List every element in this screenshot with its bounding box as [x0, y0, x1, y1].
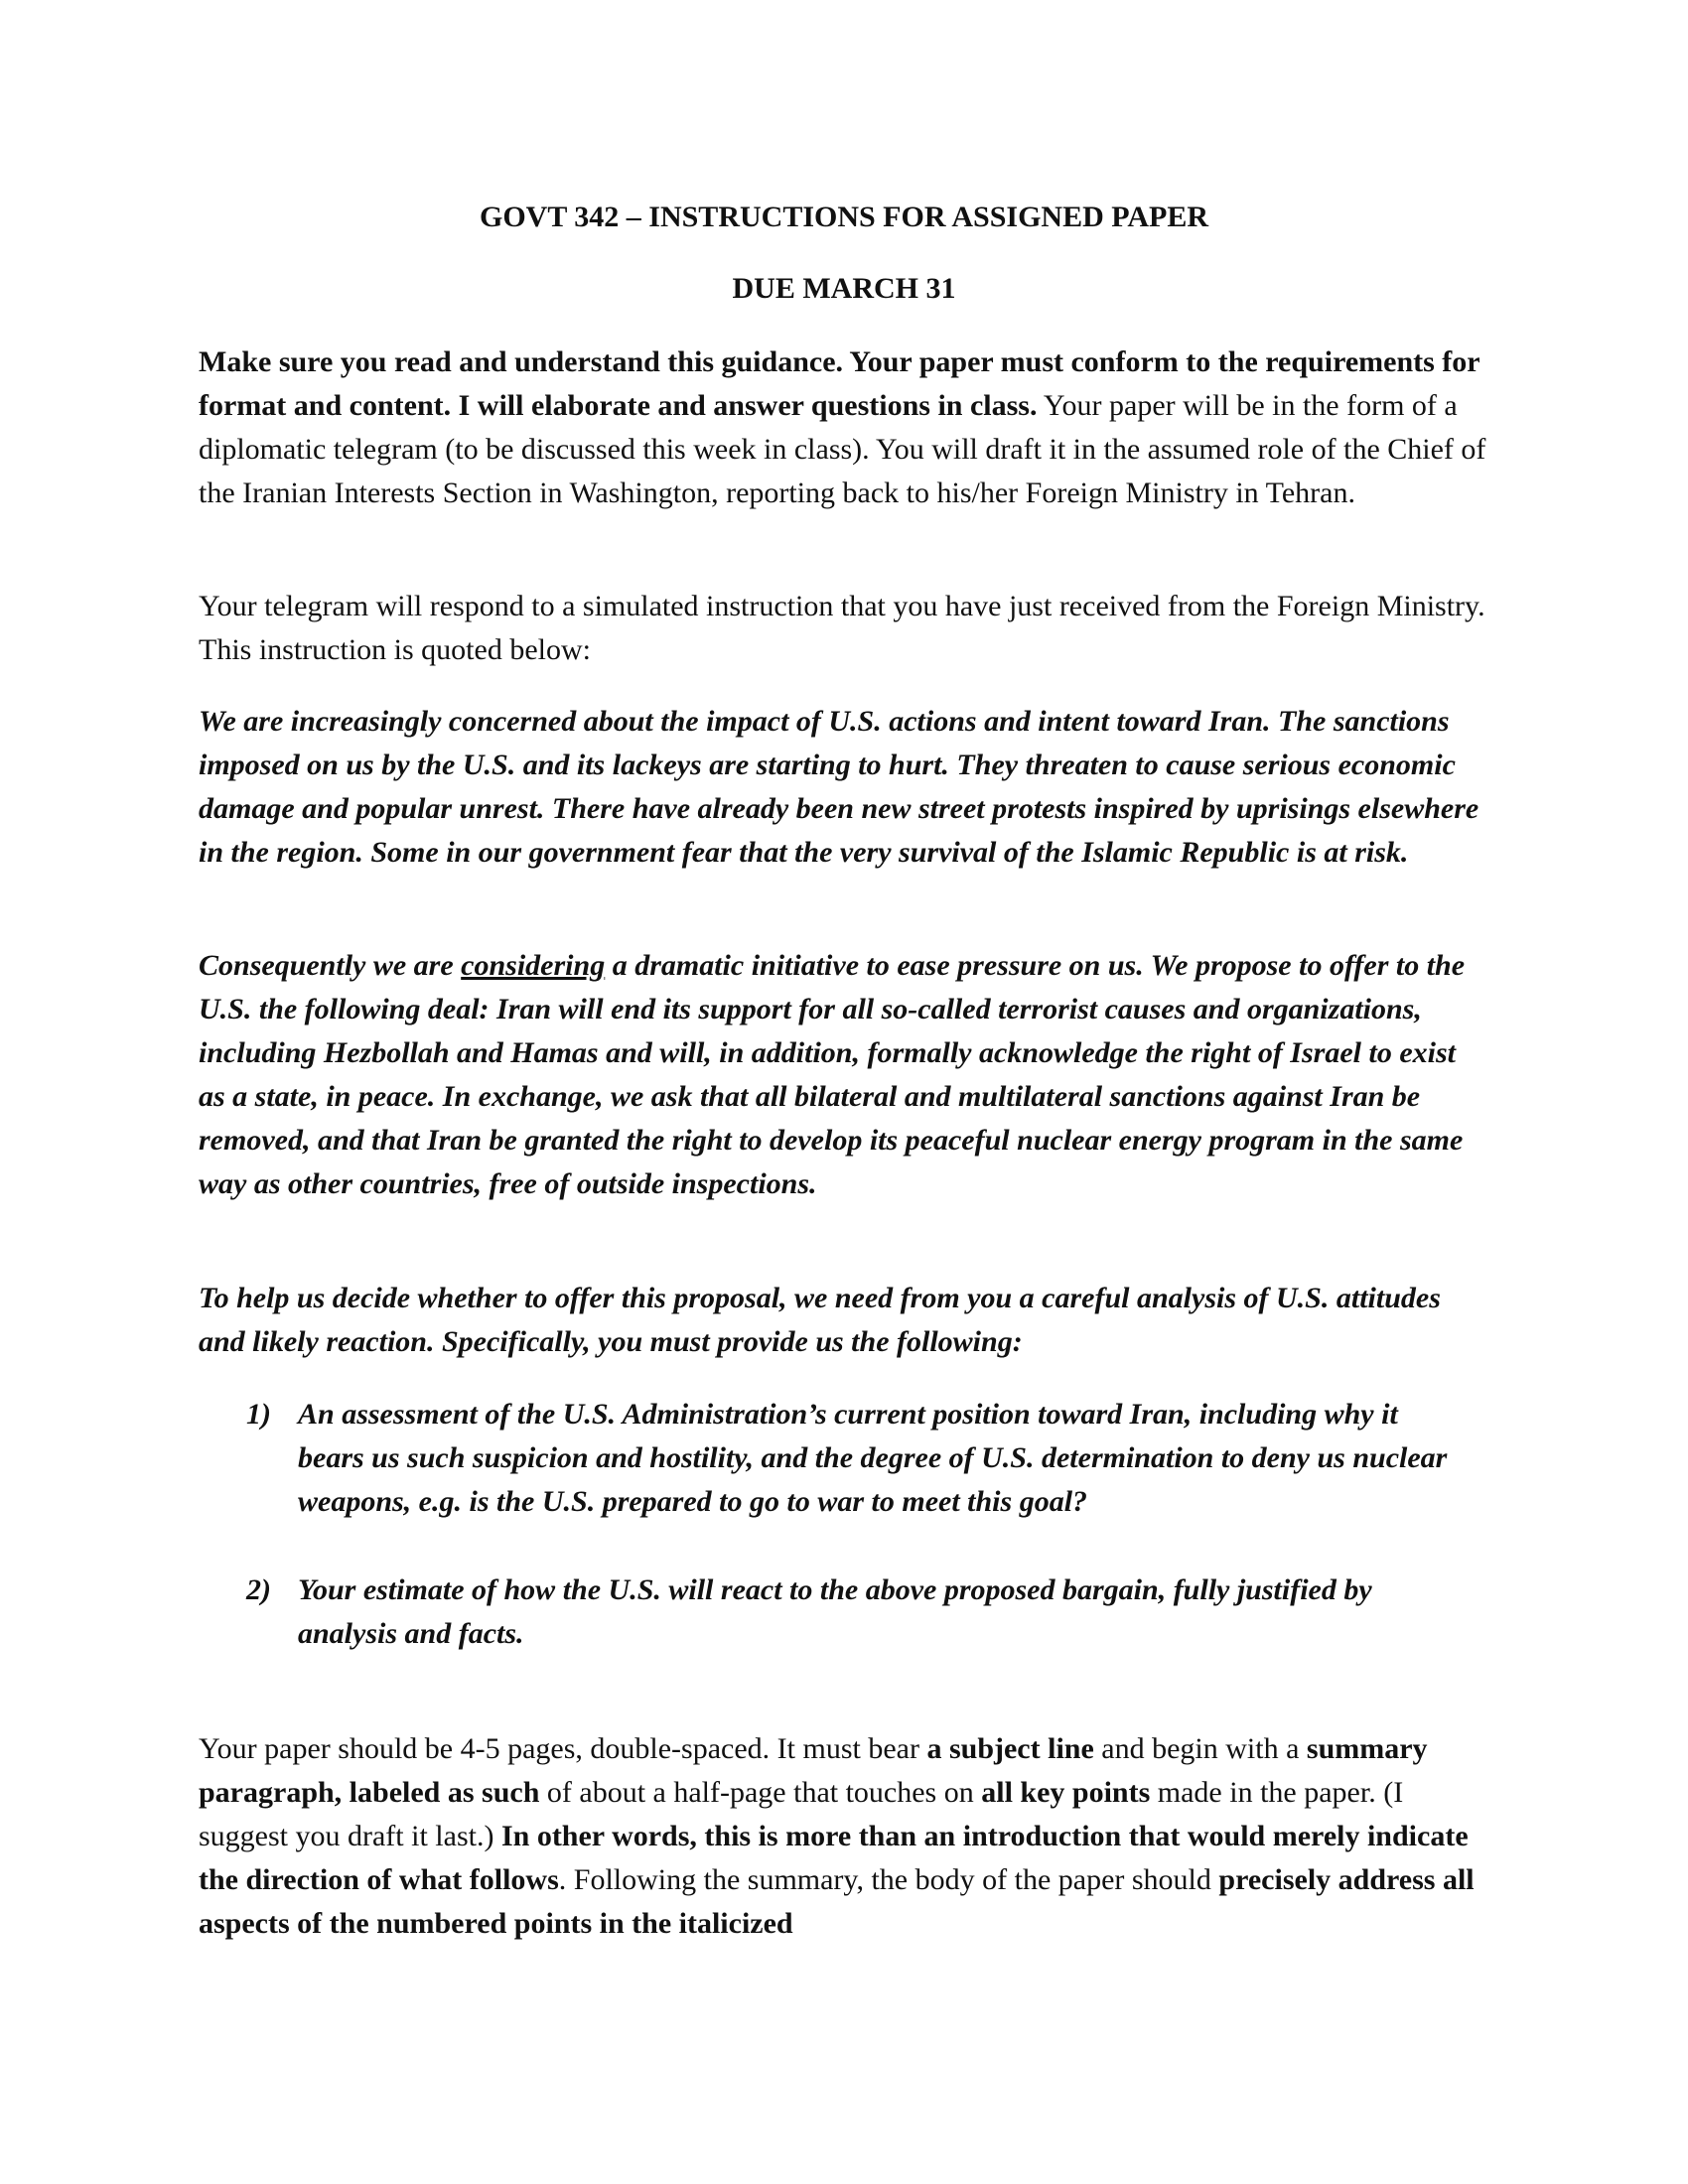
quote-paragraph-3: To help us decide whether to offer this proposal, we need from you a careful analysis of U.S. attitudes and likely reaction. Specifically, you must provide us the following: — [199, 1282, 1441, 1358]
format-requirements-paragraph — [199, 1727, 1489, 1946]
intro-bold-lead: Make sure you read and understand this guidance. Your paper must conform to the requirements for format and content. I will elaborate and answer questions in class. — [199, 345, 1480, 422]
telegram-instruction-paragraph: Your telegram will respond to a simulated instruction that you have just received from the Foreign Ministry. This instruction is quoted below: — [199, 590, 1485, 666]
intro-paragraph — [199, 341, 1489, 515]
final-text-4: made in the paper. (I suggest you draft it last.) — [199, 1776, 1404, 1852]
list-item-number: 2) — [246, 1573, 271, 1606]
list-item-text: An assessment of the U.S. Administration’s current position toward Iran, including why it bears us such suspicion and hostility, and the degree of U.S. determination to deny us nuclear weapons, e.g. is the U.S. prepared to go to war to meet this goal? — [298, 1398, 1448, 1518]
final-text-2: and begin with a — [1093, 1732, 1307, 1765]
quote-paragraph-2 — [199, 944, 1489, 1206]
due-date: DUE MARCH 31 — [732, 272, 956, 305]
quote2-underlined: considering — [461, 949, 606, 982]
quote2-post: a dramatic initiative to ease pressure on us. We propose to offer to the U.S. the following deal: Iran will end its support for all so-called terrorist causes and organizations, including Hezbollah and Hamas and will, in addition, formally acknowledge the right of Israel to exist as a state, in peace. In exchange, we ask that all bilateral and multilateral sanctions against Iran be removed, and that Iran be granted the right to develop its peaceful nuclear energy program in the same way as other countries, free of outside inspections. — [199, 949, 1466, 1200]
quote-paragraph-1: We are increasingly concerned about the impact of U.S. actions and intent toward Iran. The sanctions imposed on us by the U.S. and its lackeys are starting to hurt. They threaten to cause serious economic damage and popular unrest. There have already been new street protests inspired by uprisings elsewhere in the region. Some in our government fear that the very survival of the Islamic Republic is at risk. — [199, 705, 1479, 869]
final-text-1: Your paper should be 4-5 pages, double-spaced. It must bear — [199, 1732, 927, 1765]
list-item-text: Your estimate of how the U.S. will react to the above proposed bargain, fully justified by analysis and facts. — [298, 1573, 1372, 1650]
subject-line-emphasis: a subject line — [926, 1732, 1094, 1765]
key-points-emphasis: all key points — [981, 1776, 1151, 1809]
final-text-5: . Following the summary, the body of the paper should — [558, 1863, 1219, 1896]
summary-paragraph-emphasis: summary paragraph, labeled as such — [199, 1732, 1428, 1809]
quote2-pre: Consequently we are — [199, 949, 462, 982]
intro-rest: Your paper will be in the form of a diplomatic telegram (to be discussed this week in class). You will draft it in the assumed role of the Chief of the Iranian Interests Section in Washington, reporting back to his/her Foreign Ministry in Tehran. — [199, 389, 1486, 509]
list-item — [246, 1393, 1468, 1524]
document-title: GOVT 342 – INSTRUCTIONS FOR ASSIGNED PAPER — [479, 201, 1209, 233]
list-item — [246, 1569, 1468, 1656]
final-text-3: of about a half-page that touches on — [539, 1776, 982, 1809]
address-points-emphasis: precisely address all aspects of the numbered points in the italicized — [199, 1863, 1475, 1940]
introduction-emphasis: In other words, this is more than an introduction that would merely indicate the direction of what follows — [199, 1820, 1469, 1896]
list-item-number: 1) — [246, 1398, 271, 1431]
